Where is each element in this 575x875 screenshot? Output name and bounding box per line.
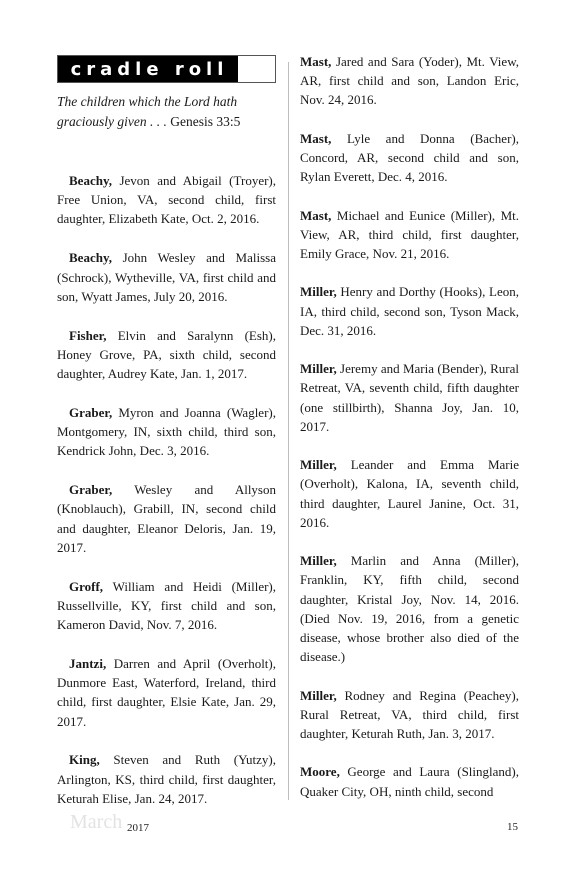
entry-surname: King, (69, 752, 100, 768)
entry-details: Lyle and Donna (Bacher), Concord, AR, second child and son, Rylan Everett, Dec. 4, 2016. (300, 130, 519, 185)
birth-entry (300, 455, 519, 532)
birth-entry (300, 282, 519, 340)
scripture-verse (57, 92, 276, 132)
entry-surname: Beachy, (69, 250, 112, 266)
birth-entry (300, 686, 519, 744)
entry-details: Jared and Sara (Yoder), Mt. View, AR, first child and son, Landon Eric, Nov. 24, 2016. (300, 54, 519, 108)
birth-entry (57, 248, 276, 306)
entry-details: Jeremy and Maria (Bender), Rural Retreat, VA, seventh child, fifth daughter (one stillbirth), Shanna Joy, Jan. 10, 2017. (300, 361, 519, 434)
entry-details: Marlin and Anna (Miller), Franklin, KY, fifth child, second daughter, Kristal Joy, Nov. 14, 2016. (Died Nov. 19, 2016, from a genetic disease, whose brother also died of the disease.) (300, 553, 519, 665)
birth-entry (57, 750, 276, 808)
section-banner (57, 55, 276, 83)
entry-details: Elvin and Saralynn (Esh), Honey Grove, PA, sixth child, second daughter, Audrey Kate, Jan. 1, 2017. (57, 327, 276, 381)
entry-surname: Groff, (69, 578, 104, 594)
entry-details: Rodney and Regina (Peachey), Rural Retreat, VA, third child, first daughter, Keturah Ruth, Jan. 3, 2017. (300, 687, 519, 741)
birth-entry (57, 326, 276, 384)
entry-surname: Miller, (300, 687, 337, 703)
birth-entry (300, 52, 519, 110)
birth-entry (300, 762, 519, 800)
entry-surname: Graber, (69, 482, 113, 498)
birth-entry (57, 480, 276, 557)
entry-details: Myron and Joanna (Wagler), Montgomery, IN, sixth child, third son, Kendrick John, Dec. 3, 2016. (57, 404, 276, 459)
entry-details: William and Heidi (Miller), Russellville, KY, first child and son, Kameron David, Nov. 7, 2016. (57, 578, 276, 633)
entry-details: Henry and Dorthy (Hooks), Leon, IA, third child, second son, Tyson Mack, Dec. 31, 2016. (300, 284, 519, 338)
entry-surname: Miller, (300, 553, 337, 569)
verse-text: The children which the Lord hath graciously given . . . (57, 94, 238, 129)
entry-surname: Mast, (300, 207, 332, 223)
entry-surname: Miller, (300, 457, 337, 473)
entry-details: George and Laura (Slingland), Quaker City, OH, ninth child, second (300, 764, 519, 799)
birth-entry (300, 206, 519, 264)
entry-details: Jevon and Abigail (Troyer), Free Union, VA, second child, first daughter, Elizabeth Kate, Oct. 2, 2016. (57, 173, 276, 227)
birth-entry (57, 654, 276, 731)
section-title: cradle roll (58, 56, 238, 82)
column-divider (288, 62, 289, 800)
entry-details: Leander and Emma Marie (Overholt), Kalona, IA, seventh child, third daughter, Laurel Janine, Oct. 31, 2016. (300, 457, 519, 530)
entry-surname: Graber, (69, 404, 113, 420)
birth-entry (57, 577, 276, 635)
entry-surname: Jantzi, (69, 655, 107, 671)
entry-details: Darren and April (Overholt), Dunmore East, Waterford, Ireland, third child, first daughter, Elsie Kate, Jan. 29, 2017. (57, 655, 276, 729)
entry-details: Wesley and Allyson (Knoblauch), Grabill, IN, second child and daughter, Eleanor Deloris, Jan. 19, 2017. (57, 482, 276, 555)
birth-entry (300, 129, 519, 187)
birth-entry (57, 171, 276, 229)
birth-entry (57, 403, 276, 461)
birth-entry (300, 551, 519, 666)
entry-surname: Miller, (300, 284, 337, 300)
entry-details: Michael and Eunice (Miller), Mt. View, AR, third child, first daughter, Emily Grace, Nov. 21, 2016. (300, 207, 519, 261)
page-number: 15 (507, 821, 518, 833)
entry-surname: Beachy, (69, 173, 112, 188)
entry-surname: Moore, (300, 764, 340, 780)
entry-surname: Mast, (300, 130, 332, 146)
verse-reference: Genesis 33:5 (170, 114, 241, 129)
footer-year: 2017 (127, 822, 149, 834)
left-entries (57, 171, 276, 808)
entry-surname: Mast, (300, 54, 332, 69)
entry-details: John Wesley and Malissa (Schrock), Wytheville, VA, first child and son, Wyatt James, July 20, 2016. (57, 250, 276, 304)
footer-month: March (70, 811, 123, 833)
birth-entry (300, 359, 519, 436)
entry-surname: Fisher, (69, 327, 107, 343)
entry-details: Steven and Ruth (Yutzy), Arlington, KS, third child, first daughter, Keturah Elise, Jan. 24, 2017. (57, 752, 276, 806)
entry-surname: Miller, (300, 361, 337, 377)
left-column (57, 55, 276, 808)
right-column (300, 52, 519, 801)
